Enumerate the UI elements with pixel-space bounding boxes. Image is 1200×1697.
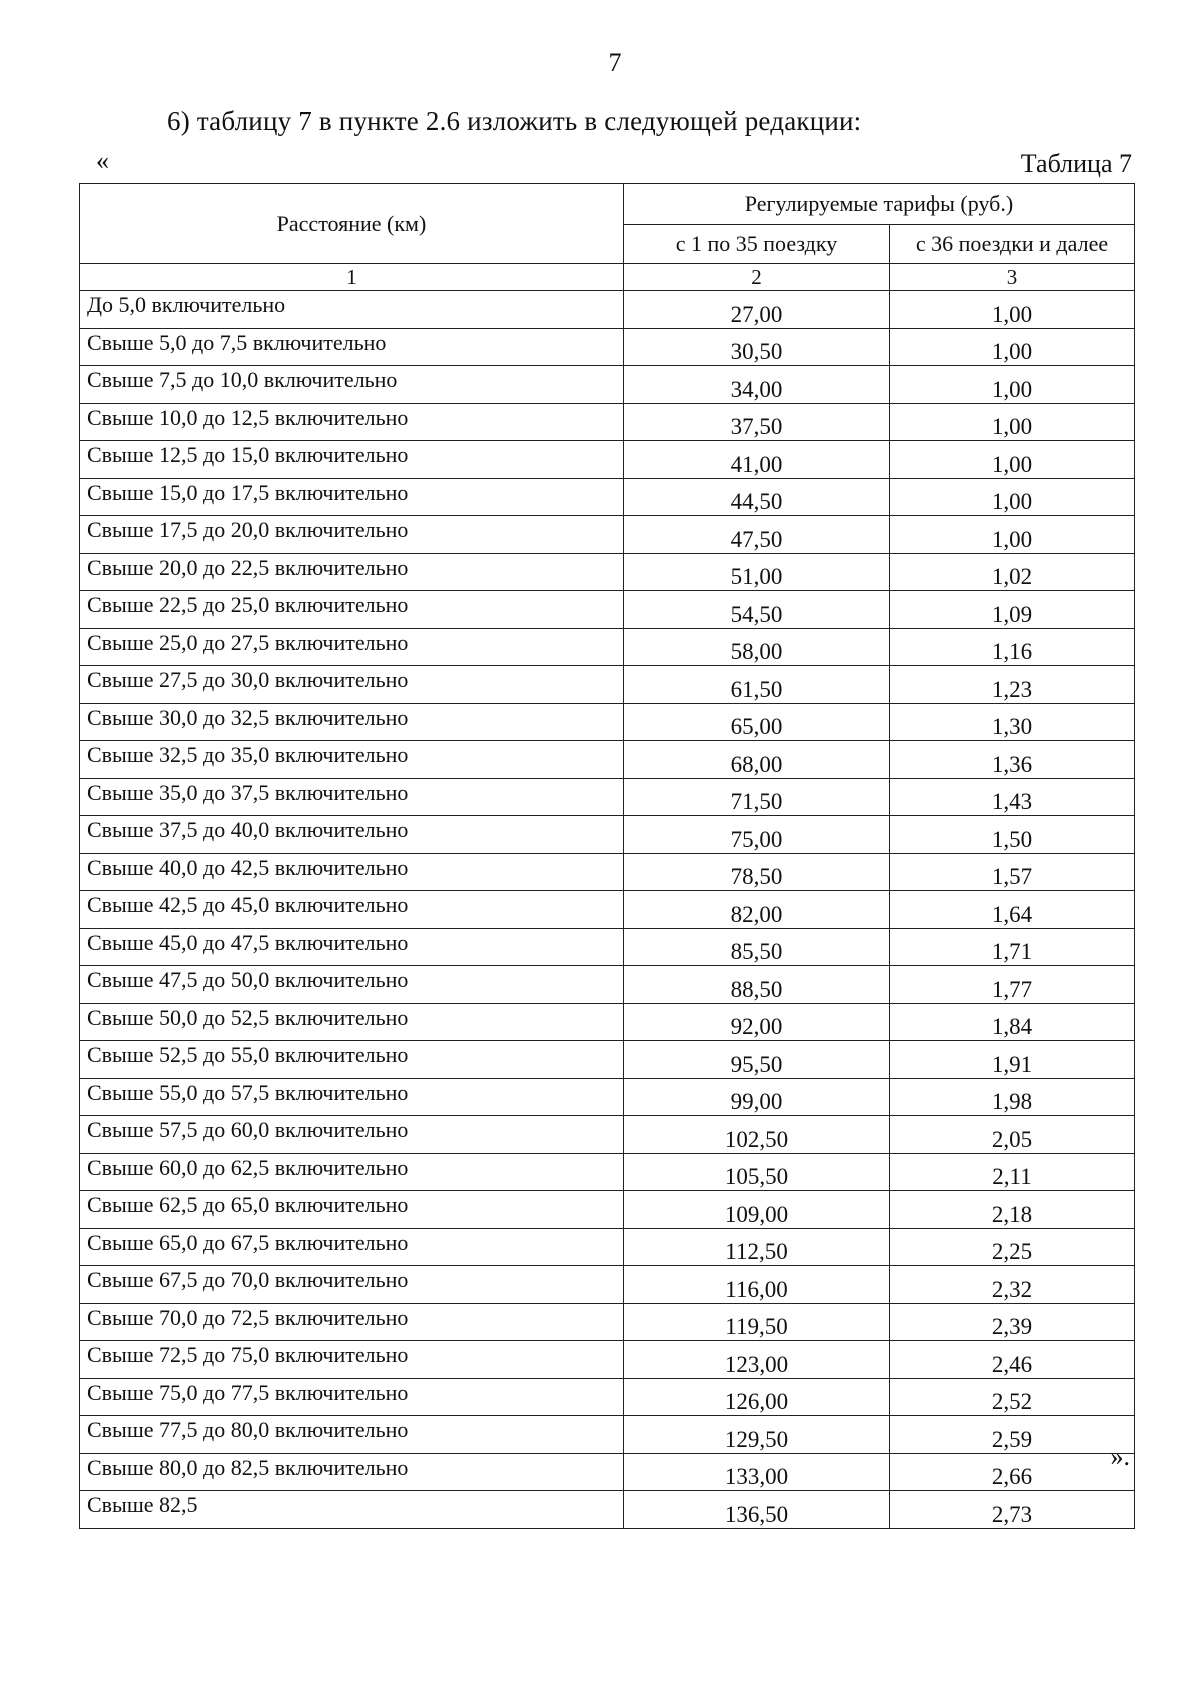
tariff-36-plus-cell: 1,30 [890,703,1135,741]
tariff-36-plus-cell: 2,39 [890,1303,1135,1341]
tariff-1-35-cell: 136,50 [624,1491,890,1529]
distance-cell: До 5,0 включительно [80,291,624,329]
tariff-36-plus-cell: 1,98 [890,1078,1135,1116]
header-distance: Расстояние (км) [80,184,624,264]
distance-cell: Свыше 72,5 до 75,0 включительно [80,1341,624,1379]
distance-cell: Свыше 52,5 до 55,0 включительно [80,1041,624,1079]
distance-cell: Свыше 42,5 до 45,0 включительно [80,891,624,929]
table-row [80,441,1135,479]
column-number-row [80,264,1135,291]
tariff-36-plus-cell: 1,00 [890,441,1135,479]
table-row [80,1191,1135,1229]
tariff-36-plus-cell: 1,00 [890,403,1135,441]
tariff-1-35-cell: 71,50 [624,778,890,816]
tariff-1-35-cell: 112,50 [624,1228,890,1266]
tariff-36-plus-cell: 1,00 [890,366,1135,404]
tariff-1-35-cell: 75,00 [624,816,890,854]
table-row [80,1453,1135,1491]
tariff-1-35-cell: 92,00 [624,1003,890,1041]
tariff-36-plus-cell: 2,05 [890,1116,1135,1154]
distance-cell: Свыше 5,0 до 7,5 включительно [80,328,624,366]
table-row [80,366,1135,404]
table-caption: Таблица 7 [1020,149,1132,178]
tariff-36-plus-cell: 2,52 [890,1378,1135,1416]
table-row [80,403,1135,441]
distance-cell: Свыше 35,0 до 37,5 включительно [80,778,624,816]
tariff-36-plus-cell: 1,00 [890,291,1135,329]
tariff-36-plus-cell: 1,09 [890,591,1135,629]
tariff-36-plus-cell: 2,25 [890,1228,1135,1266]
distance-cell: Свыше 75,0 до 77,5 включительно [80,1378,624,1416]
table-row [80,703,1135,741]
tariff-36-plus-cell: 1,00 [890,328,1135,366]
tariff-1-35-cell: 58,00 [624,628,890,666]
table-row [80,1491,1135,1529]
tariff-1-35-cell: 65,00 [624,703,890,741]
distance-cell: Свыше 32,5 до 35,0 включительно [80,741,624,779]
table-row [80,1378,1135,1416]
tariff-36-plus-cell: 2,73 [890,1491,1135,1529]
close-quote: ». [1110,1442,1130,1471]
distance-cell: Свыше 70,0 до 72,5 включительно [80,1303,624,1341]
distance-cell: Свыше 40,0 до 42,5 включительно [80,853,624,891]
distance-cell: Свыше 80,0 до 82,5 включительно [80,1453,624,1491]
distance-cell: Свыше 30,0 до 32,5 включительно [80,703,624,741]
tariff-1-35-cell: 30,50 [624,328,890,366]
tariff-1-35-cell: 44,50 [624,478,890,516]
table-row [80,1341,1135,1379]
tariff-1-35-cell: 88,50 [624,966,890,1004]
tariff-1-35-cell: 82,00 [624,891,890,929]
tariff-36-plus-cell: 1,71 [890,928,1135,966]
distance-cell: Свыше 27,5 до 30,0 включительно [80,666,624,704]
distance-cell: Свыше 65,0 до 67,5 включительно [80,1228,624,1266]
distance-cell: Свыше 12,5 до 15,0 включительно [80,441,624,479]
table-row [80,966,1135,1004]
table-row [80,741,1135,779]
table-header-row [80,184,1135,225]
tariff-36-plus-cell: 1,84 [890,1003,1135,1041]
table-row [80,891,1135,929]
distance-cell: Свыше 20,0 до 22,5 включительно [80,553,624,591]
table-row [80,1116,1135,1154]
column-number-1: 1 [80,264,624,291]
table-row [80,1228,1135,1266]
tariff-1-35-cell: 54,50 [624,591,890,629]
table-row [80,1041,1135,1079]
distance-cell: Свыше 57,5 до 60,0 включительно [80,1116,624,1154]
table-row [80,1303,1135,1341]
table-row [80,1003,1135,1041]
distance-cell: Свыше 15,0 до 17,5 включительно [80,478,624,516]
tariff-36-plus-cell: 2,66 [890,1453,1135,1491]
table-row [80,1078,1135,1116]
tariff-table [79,183,1135,1529]
tariff-1-35-cell: 109,00 [624,1191,890,1229]
tariff-36-plus-cell: 1,91 [890,1041,1135,1079]
tariff-36-plus-cell: 1,16 [890,628,1135,666]
tariff-1-35-cell: 78,50 [624,853,890,891]
header-trips-36-plus: с 36 поездки и далее [890,225,1135,264]
tariff-1-35-cell: 95,50 [624,1041,890,1079]
tariff-1-35-cell: 129,50 [624,1416,890,1454]
tariff-36-plus-cell: 2,11 [890,1153,1135,1191]
table-row [80,816,1135,854]
distance-cell: Свыше 77,5 до 80,0 включительно [80,1416,624,1454]
tariff-1-35-cell: 126,00 [624,1378,890,1416]
tariff-36-plus-cell: 1,36 [890,741,1135,779]
distance-cell: Свыше 50,0 до 52,5 включительно [80,1003,624,1041]
tariff-36-plus-cell: 1,00 [890,516,1135,554]
tariff-1-35-cell: 37,50 [624,403,890,441]
distance-cell: Свыше 7,5 до 10,0 включительно [80,366,624,404]
tariff-1-35-cell: 102,50 [624,1116,890,1154]
distance-cell: Свыше 47,5 до 50,0 включительно [80,966,624,1004]
table-row [80,853,1135,891]
tariff-36-plus-cell: 1,23 [890,666,1135,704]
tariff-1-35-cell: 51,00 [624,553,890,591]
table-row [80,778,1135,816]
distance-cell: Свыше 10,0 до 12,5 включительно [80,403,624,441]
open-quote: « [96,146,109,175]
tariff-1-35-cell: 105,50 [624,1153,890,1191]
tariff-1-35-cell: 85,50 [624,928,890,966]
tariff-36-plus-cell: 1,50 [890,816,1135,854]
tariff-1-35-cell: 27,00 [624,291,890,329]
tariff-36-plus-cell: 1,00 [890,478,1135,516]
distance-cell: Свыше 37,5 до 40,0 включительно [80,816,624,854]
tariff-36-plus-cell: 2,46 [890,1341,1135,1379]
tariff-1-35-cell: 123,00 [624,1341,890,1379]
distance-cell: Свыше 82,5 [80,1491,624,1529]
tariff-36-plus-cell: 1,77 [890,966,1135,1004]
distance-cell: Свыше 60,0 до 62,5 включительно [80,1153,624,1191]
header-tariffs: Регулируемые тарифы (руб.) [624,184,1135,225]
distance-cell: Свыше 45,0 до 47,5 включительно [80,928,624,966]
table-row [80,516,1135,554]
tariff-1-35-cell: 99,00 [624,1078,890,1116]
tariff-1-35-cell: 47,50 [624,516,890,554]
table-row [80,1153,1135,1191]
table-row [80,666,1135,704]
tariff-1-35-cell: 61,50 [624,666,890,704]
tariff-36-plus-cell: 1,64 [890,891,1135,929]
column-number-3: 3 [890,264,1135,291]
column-number-2: 2 [624,264,890,291]
table-row [80,328,1135,366]
table-row [80,628,1135,666]
table-row [80,553,1135,591]
tariff-36-plus-cell: 2,59 [890,1416,1135,1454]
tariff-36-plus-cell: 1,57 [890,853,1135,891]
tariff-table-body [80,184,1135,1529]
table-row [80,928,1135,966]
tariff-1-35-cell: 119,50 [624,1303,890,1341]
tariff-36-plus-cell: 2,32 [890,1266,1135,1304]
distance-cell: Свыше 67,5 до 70,0 включительно [80,1266,624,1304]
tariff-1-35-cell: 68,00 [624,741,890,779]
table-row [80,478,1135,516]
tariff-1-35-cell: 133,00 [624,1453,890,1491]
table-row [80,291,1135,329]
tariff-36-plus-cell: 1,43 [890,778,1135,816]
distance-cell: Свыше 22,5 до 25,0 включительно [80,591,624,629]
distance-cell: Свыше 17,5 до 20,0 включительно [80,516,624,554]
tariff-1-35-cell: 34,00 [624,366,890,404]
distance-cell: Свыше 25,0 до 27,5 включительно [80,628,624,666]
tariff-36-plus-cell: 1,02 [890,553,1135,591]
table-row [80,1416,1135,1454]
header-trips-1-35: с 1 по 35 поездку [624,225,890,264]
tariff-1-35-cell: 116,00 [624,1266,890,1304]
distance-cell: Свыше 62,5 до 65,0 включительно [80,1191,624,1229]
table-row [80,591,1135,629]
tariff-36-plus-cell: 2,18 [890,1191,1135,1229]
table-row [80,1266,1135,1304]
distance-cell: Свыше 55,0 до 57,5 включительно [80,1078,624,1116]
tariff-1-35-cell: 41,00 [624,441,890,479]
page-number: 7 [608,48,622,77]
instruction-text: 6) таблицу 7 в пункте 2.6 изложить в следующей редакции: [167,106,862,136]
